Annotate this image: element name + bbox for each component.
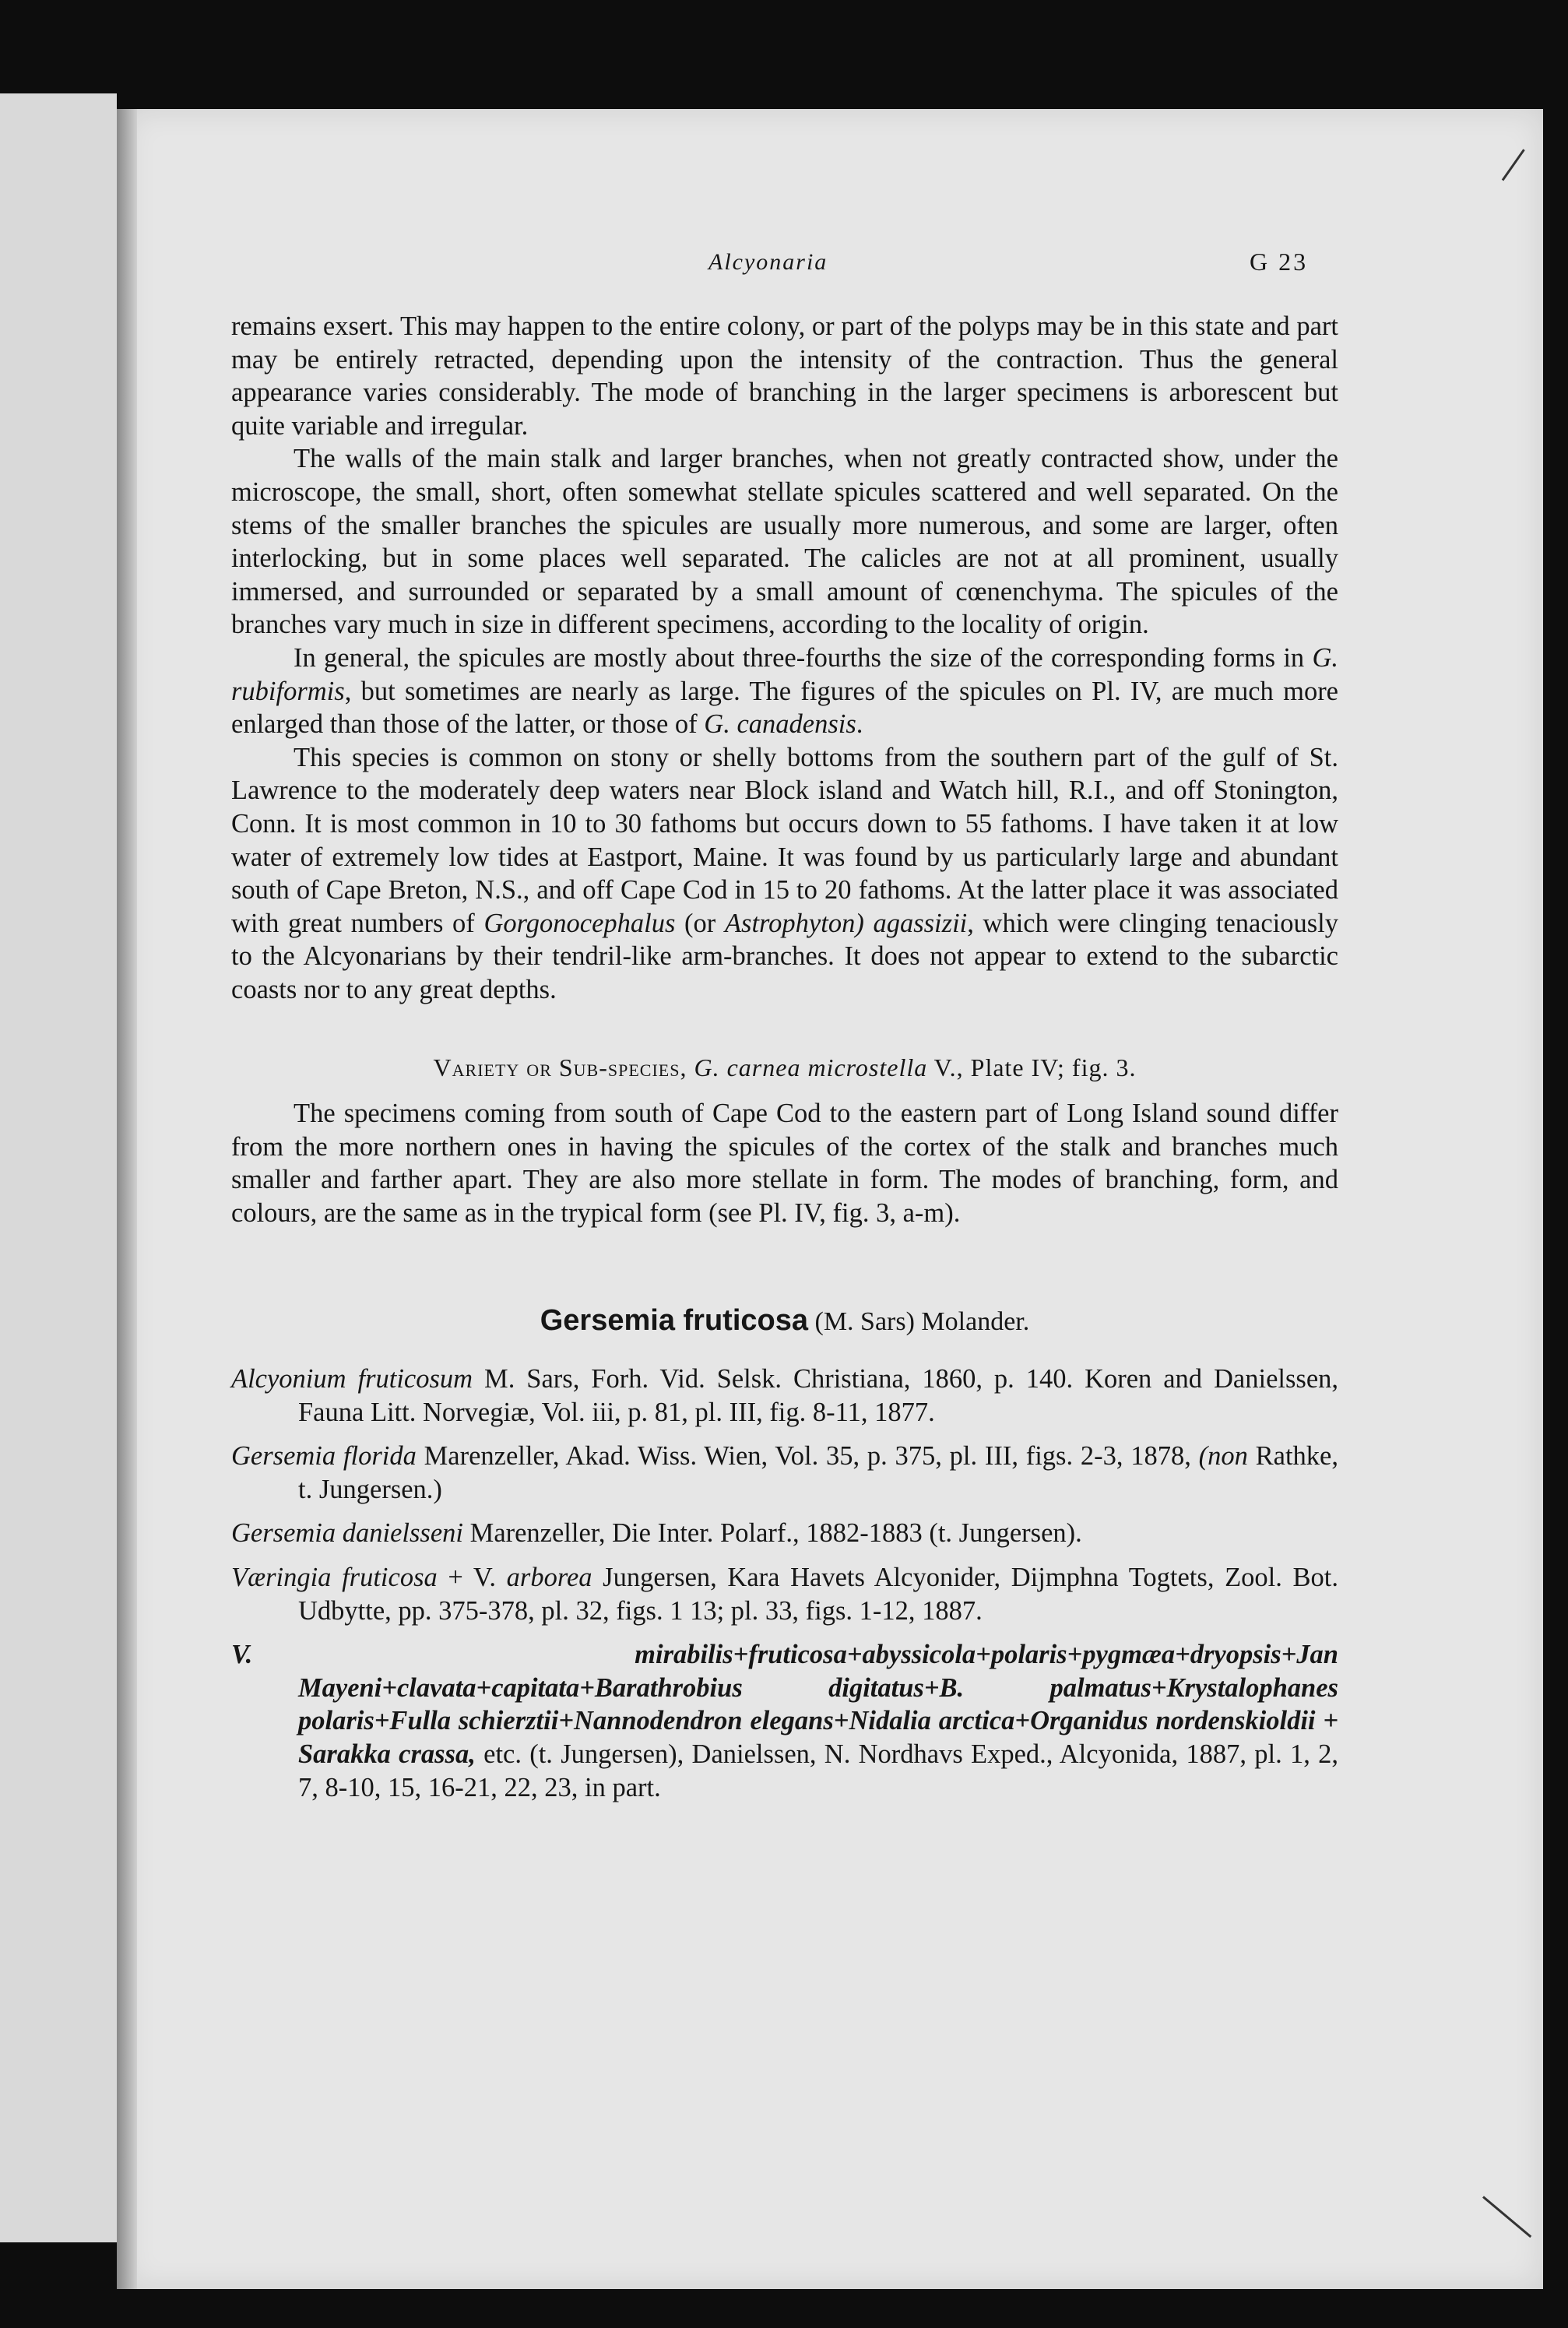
synonym-entry: Gersemia danielsseni Marenzeller, Die Inter. Polarf., 1882-1883 (t. Jungersen). bbox=[231, 1518, 1082, 1549]
synonym-entry: Væringia fruticosa + V. arborea Jungersen, Kara Havets Alcyonider, Dijmphna Togtets, Zool. Bot. Udbytte, pp. 375-378, pl. 32, figs. 1 13; pl. 33, figs. 1-12, 1887. bbox=[231, 1563, 1338, 1626]
synonym-entry: Gersemia florida Marenzeller, Akad. Wiss. Wien, Vol. 35, p. 375, pl. III, figs. 2-3, 1878, (non Rathke, t. Jungersen.) bbox=[231, 1441, 1338, 1504]
paragraph: The specimens coming from south of Cape Cod to the eastern part of Long Island sound differ from the more northern ones in having the spicules of the cortex of the stalk and branches much smaller and farther apart. They are also more stellate in form. The modes of branching, form, and colours, are the same as in the trypical form (see Pl. IV, fig. 3, a-m). bbox=[231, 1099, 1338, 1228]
paragraph: The walls of the main stalk and larger branches, when not greatly contracted show, under the microscope, the small, short, often somewhat stellate spicules scattered and well separated. On the stems of the smaller branches the spicules are usually more numerous, and some are larger, often interlocking, but in some places well separated. The calicles are not at all prominent, usually immersed, and surrounded or separated by a small amount of cœnenchyma. The spicules of the branches vary much in size in different specimens, according to the locality of origin. bbox=[231, 444, 1338, 640]
paragraph: remains exsert. This may happen to the entire colony, or part of the polyps may be in this state and part may be entirely retracted, depending upon the intensity of the contraction. Thus the general appearance varies considerably. The mode of branching in the larger specimens is arborescent but quite variable and irregular. bbox=[231, 311, 1338, 441]
synonym-entry: V. mirabilis+fruticosa+abyssicola+polaris+pygmæa+dryopsis+Jan Mayeni+clavata+capitata+Barathrobius digitatus+B. palmatus+Krystalophanes polaris+Fulla schierztii+Nannodendron elegans+Nidalia arctica+Organidus nordenskioldii + Sarakka crassa, etc. (t. Jungersen), Danielssen, N. Nordhavs Exped., Alcyonida, 1887, pl. 1, 2, 7, 8-10, 15, 16-21, 22, 23, in part. bbox=[231, 1640, 1338, 1802]
paragraph: This species is common on stony or shelly bottoms from the southern part of the gulf of St. Lawrence to the moderately deep waters near Block island and Watch hill, R.I., and off Stonington, Conn. It is most common in 10 to 30 fathoms but occurs down to 55 fathoms. I have taken it at low water of extremely low tides at Eastport, Maine. It was found by us particularly large and abundant south of Cape Breton, N.S., and off Cape Cod in 15 to 20 fathoms. At the latter place it was associated with great numbers of Gorgonocephalus (or Astrophyton) agassizii, which were clinging tenaciously to the Alcyonarians by their tendril-like arm-branches. It does not appear to extend to the subarctic coasts nor to any great depths. bbox=[231, 742, 1339, 1004]
species-heading: Gersemia fruticosa (M. Sars) Molander. bbox=[540, 1304, 1030, 1338]
page-number: G 23 bbox=[1250, 248, 1309, 276]
paragraph: In general, the spicules are mostly about three-fourths the size of the corresponding forms in G. rubiformis, but sometimes are nearly as large. The figures of the spicules on Pl. IV, are much more enlarged than those of the latter, or those of G. canadensis. bbox=[231, 642, 1338, 740]
body-text bbox=[231, 310, 1338, 1804]
running-head: Alcyonaria bbox=[708, 249, 828, 275]
facing-page-edge bbox=[0, 93, 117, 2242]
variety-heading: Variety or Sub-species, G. carnea microstella V., Plate IV; fig. 3. bbox=[433, 1053, 1137, 1082]
synonym-entry: Alcyonium fruticosum M. Sars, Forh. Vid. Selsk. Christiana, 1860, p. 140. Koren and Danielssen, Fauna Litt. Norvegiæ, Vol. iii, p. 81, pl. III, fig. 8-11, 1877. bbox=[231, 1364, 1339, 1427]
